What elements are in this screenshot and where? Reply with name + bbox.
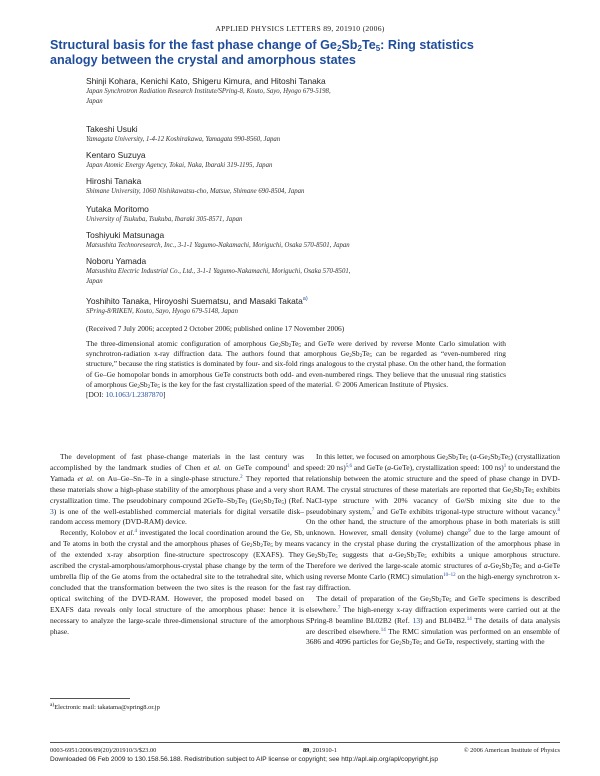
- paragraph: The detail of preparation of the $Ge_2Sb_2Te_5$ and GeTe specimens is described elsewhere.$^7$ The high-energy x-ray diffraction experiments were carried out at the SPring-8 beamline BL02B2 (Ref. 13) and BL04B2.14 The details of data analysis are described elsewhere.$^{14}$ The RMC simulation was performed on an ensemble of 3686 and 4096 particles for $Ge_2Sb_2Te_5$ and GeTe, respectively, starting with the: [306, 593, 560, 648]
- author-group: [86, 176, 506, 197]
- citation-link[interactable]: 9: [468, 529, 471, 535]
- author-names: Shinji Kohara, Kenichi Kato, Shigeru Kimura, and Hitoshi Tanaka: [86, 76, 326, 86]
- paragraph: Recently, Kolobov et al.$^4$ investigated the local coordination around the Ge, Sb, and Te atoms in both the crystal and the amorphous phases of $Ge_2Sb_2Te_5$ by means of the extended x-ray absorption fine-structure spectroscopy (EXAFS). They ascribed the crystal-amorphous/amorphous-crystal phase change by the term of the umbrella flip of the Ge atoms from the octahedral site to the tetrahedral site, which concluded that the transformation between the two sites is the reason for the fast optical switching of the DVD-RAM. However, the proposed model based on EXAFS data reveals only local structure of the amorphous phase: hence it is necessary to analyze the large-scale three-dimensional structure of the amorphous phase.: [50, 528, 304, 636]
- citation-link[interactable]: 1: [503, 463, 507, 469]
- left-column: [50, 452, 304, 637]
- received-dates: (Received 7 July 2006; accepted 2 October 2006; published online 17 November 2006): [86, 324, 345, 333]
- footer-copyright: © 2006 American Institute of Physics: [463, 747, 560, 754]
- author-names: Noboru Yamada: [86, 256, 147, 266]
- citation-link[interactable]: 1: [287, 463, 290, 469]
- affiliation: Yamagata University, 1-4-12 Koshirakawa, Yamagata 990-8560, Japan: [86, 136, 281, 143]
- affiliation: Japan: [86, 277, 103, 285]
- paragraph: In this letter, we focused on amorphous $Ge_2Sb_2Te_5$ $(a-Ge_2Sb_2Te_5)$ (crystallization speed: 20 ns)$^{5,6}$ and GeTe (a-GeTe), crystallization speed: 100 ns)$^1$ to understand the relationship between the atomic structure and the speed of phase change in DVD-RAM. The crystal structures of these materials are reported that $Ge_2Sb_2Te_5$ exhibits NaCl-type structure with 20% vacancy of Ge/Sb mixing site due to the pseudobinary system,$^7$ and GeTe exhibits trigonal-type structure without vacancy.$^8$ On the other hand, the structure of the amorphous phase in both materials is still unknown. However, small density (volume) change$^9$ due to the large amount of vacancy in the crystal phase during the crystallization of the amorphous phase in $Ge_2Sb_2Te_5$ suggests that $a-Ge_2Sb_2Te_5$ exhibits a unique amorphous structure. Therefore we derived the large-scale atomic structures of $a-Ge_2Sb_2Te_5$ and a-GeTe using reverse Monte Carlo (RMC) simulation$^{10-12}$ on the high-energy synchrotron x-ray diffraction.: [306, 452, 561, 592]
- doi-link[interactable]: 10.1063/1.2387870: [105, 390, 163, 400]
- citation-link[interactable]: 8: [557, 507, 560, 513]
- citation-link[interactable]: 10–12: [443, 572, 456, 578]
- footer-page-number: 89, 201910-1: [302, 747, 338, 754]
- affiliation: SPring-8/RIKEN, Kouto, Sayo, Hyogo 679-5148, Japan: [86, 307, 238, 315]
- citation-link[interactable]: 13: [412, 615, 421, 625]
- citation-link[interactable]: 14: [466, 616, 472, 622]
- affiliation: Matsushita Electric Industrial Co., Ltd., 3-1-1 Yagumo-Nakamachi, Moriguchi, Osaka 570-8501,: [86, 268, 351, 275]
- journal-header: APPLIED PHYSICS LETTERS 89, 201910 (2006): [215, 24, 385, 33]
- author-group: [86, 204, 506, 225]
- author-group: [86, 124, 506, 145]
- author-group: [86, 76, 506, 106]
- footer-issn: 0003-6951/2006/89(20)/201910/3/$23.00: [50, 747, 157, 754]
- author-names: Yoshihito Tanaka, Hiroyoshi Suematsu, and Masaki Takata$^{a)}$: [86, 295, 308, 306]
- citation-link[interactable]: 7: [337, 605, 341, 611]
- citation-link[interactable]: 5,6: [345, 463, 352, 469]
- article-title: Structural basis for the fast phase change of $Ge_2Sb_2Te_5$: Ring statistics analogy between the crystal and amorphous states: [50, 38, 474, 67]
- affiliation: Japan Synchrotron Radiation Research Institute/SPring-8, Kouto, Sayo, Hyogo 679-5198,: [86, 88, 331, 95]
- citation-link[interactable]: 4: [134, 529, 137, 535]
- citation-link[interactable]: 7: [371, 507, 375, 513]
- footnote-divider: [50, 698, 130, 699]
- author-group: [86, 150, 506, 171]
- footnote: $^{a)}$Electronic mail: takatama@spring8.or.jp: [50, 702, 160, 712]
- author-names: Kentaro Suzuya: [86, 150, 146, 160]
- paragraph: The development of fast phase-change materials in the last century was accomplished by the landmark studies of Chen et al. on GeTe compound$^1$ and Yamada et al. on Au–Ge–Sn–Te in a single-phase structure.$^2$ They reported that these materials show a high-phase stability of the amorphous phase and a very short crystallization time. The pseudobinary compound $2GeTe-Sb_2Te_3$ $(Ge_2Sb_2Te_5)$ (Ref. 3) is one of the well-established commercial materials for digital versatile disk–random access memory (DVD-RAM) device.: [50, 452, 304, 527]
- affiliation: Japan Atomic Energy Agency, Tokai, Naka, Ibaraki 319-1195, Japan: [86, 162, 273, 169]
- author-names: Toshiyuki Matsunaga: [86, 230, 165, 240]
- right-column: [306, 452, 560, 648]
- affiliation: Matsushita Technoresearch, Inc., 3-1-1 Yagumo-Nakamachi, Moriguchi, Osaka 570-8501, Japan: [86, 242, 350, 249]
- affiliation: Shimane University, 1060 Nishikawatsu-cho, Matsue, Shimane 690-8504, Japan: [86, 188, 305, 195]
- citation-link[interactable]: 3: [50, 506, 54, 516]
- citation-link[interactable]: 2: [240, 474, 243, 480]
- author-names: Hiroshi Tanaka: [86, 176, 142, 186]
- download-notice: Downloaded 06 Feb 2009 to 130.158.56.188. Redistribution subject to AIP license or copyright; see http://apl.aip.org/apl/copyright.jsp: [50, 756, 439, 763]
- footer-divider: [50, 742, 560, 743]
- corresponding-author-mark[interactable]: a): [302, 296, 308, 302]
- affiliation: Japan: [86, 97, 103, 105]
- abstract: The three-dimensional atomic configuration of amorphous $Ge_2Sb_2Te_5$ and GeTe were derived by reverse Monte Carlo simulation with synchrotron-radiation x-ray diffraction data. The authors found that amorphous $Ge_2Sb_2Te_5$ can be regarded as “even-numbered ring structure,” because the ring statistics is dominated by four- and six-fold rings analogous to the crystal phase. On the other hand, the formation of Ge–Ge homopolar bonds in amorphous GeTe constructs both odd- and even-numbered rings. They believe that the unusual ring statistics of amorphous $Ge_2Sb_2Te_5$ is the key for the fast crystallization speed of the material. © 2006 American Institute of Physics. [DOI: 10.1063/1.2387870]: [86, 339, 506, 400]
- author-names: Yutaka Moritomo: [86, 204, 149, 214]
- author-group: [86, 230, 506, 251]
- citation-link[interactable]: 14: [380, 627, 386, 633]
- author-group: [86, 256, 506, 286]
- author-names: Takeshi Usuki: [86, 124, 138, 134]
- affiliation: University of Tsukuba, Tsukuba, Ibaraki 305-8571, Japan: [86, 216, 243, 223]
- author-group: [86, 294, 506, 316]
